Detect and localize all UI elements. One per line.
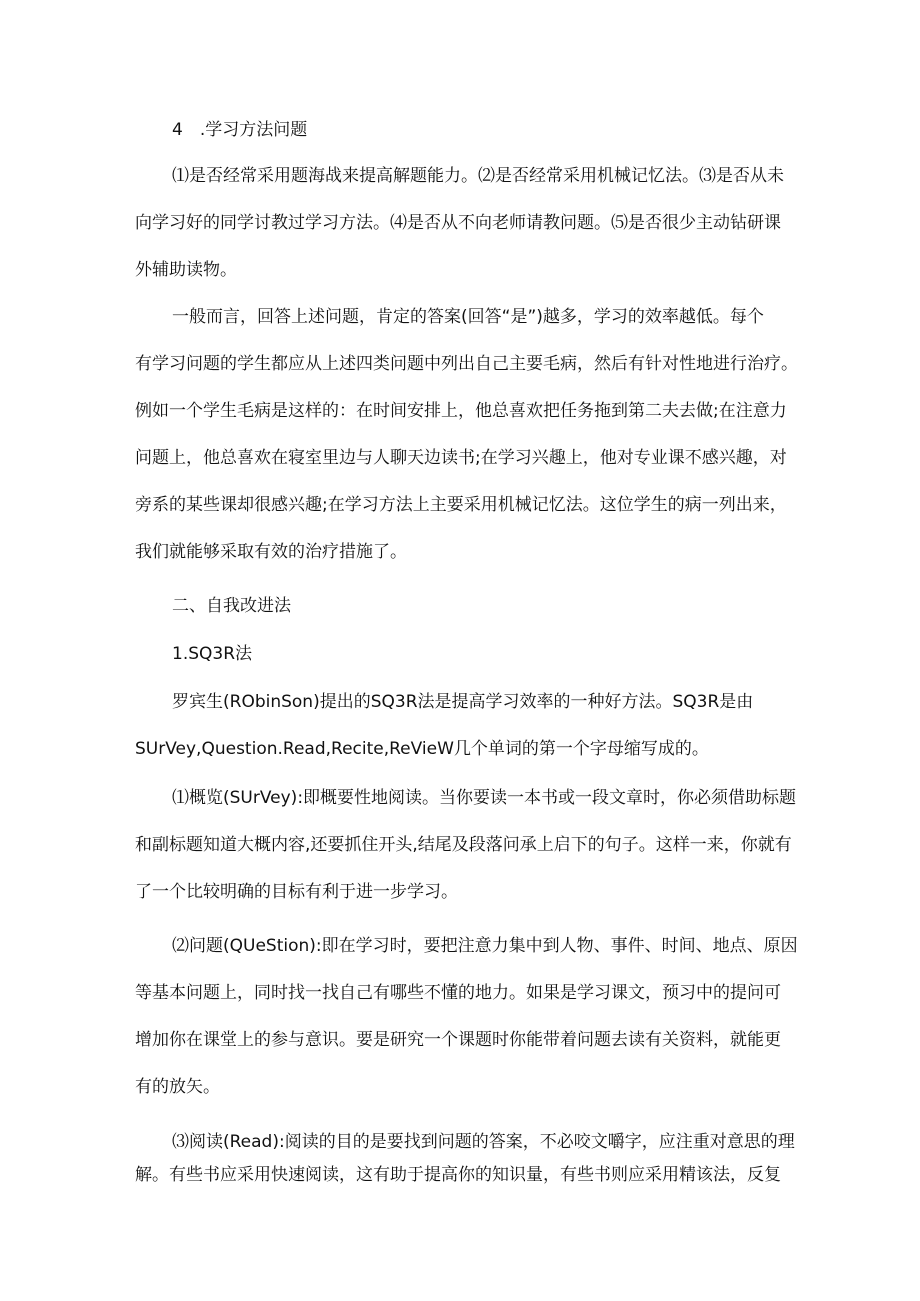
methods-line-3: 外辅助读物。 xyxy=(135,260,237,280)
question-line-3: 增加你在课堂上的参与意识。要是研究一个课题时你能带着问题去读有关资料，就能更 xyxy=(135,1030,781,1050)
general-line-1: 一般而言，回答上述问题，肯定的答案(回答“是”)越多，学习的效率越低。每个 xyxy=(172,307,764,327)
question-line-1: ⑵问题(QUeStion):即在学习时，要把注意力集中到人物、事件、时间、地点、原因 xyxy=(172,936,798,956)
survey-line-1: ⑴概览(SUrVey):即概要性地阅读。当你要读一本书或一段文章时，你必须借助标题 xyxy=(172,788,797,808)
question-line-2: 等基本问题上，同时找一找自己有哪些不懂的地力。如果是学习课文，预习中的提问可 xyxy=(135,983,781,1003)
general-line-5: 旁系的某些课却很感兴趣;在学习方法上主要采用机械记忆法。这位学生的病一列出来， xyxy=(135,495,787,515)
general-line-3: 例如一个学生毛病是这样的：在时间安排上，他总喜欢把任务拖到第二夫去做;在注意力 xyxy=(135,401,787,421)
sq3r-line-2: SUrVey,Question.Read,Recite,ReVieW几个单词的第一个字母缩写成的。 xyxy=(135,739,709,759)
read-line-2: 解。有些书应采用快速阅读，这有助于提高你的知识量，有些书则应采用精该法，反复 xyxy=(135,1165,781,1185)
general-line-2: 有学习问题的学生都应从上述四类问题中列出自己主要毛病，然后有针对性地进行治疗。 xyxy=(135,354,798,374)
read-line-1: ⑶阅读(Read):阅读的目的是要找到问题的答案，不必咬文嚼字，应注重对意思的理 xyxy=(172,1132,795,1152)
survey-line-3: 了一个比较明确的目标有利于进一步学习。 xyxy=(135,882,458,902)
methods-line-1: ⑴是否经常采用题海战来提高解题能力。⑵是否经常采用机械记忆法。⑶是否从未 xyxy=(172,166,784,186)
general-line-6: 我们就能够采取有效的治疗措施了。 xyxy=(135,542,407,562)
survey-line-2: 和副标题知道大概内容,还要抓住开头,结尾及段落问承上启下的句子。这样一来，你就有 xyxy=(135,835,792,855)
heading-4: 4 .学习方法问题 xyxy=(172,120,308,140)
general-line-4: 问题上，他总喜欢在寝室里边与人聊天边读书;在学习兴趣上，他对专业课不感兴趣，对 xyxy=(135,448,787,468)
sq3r-line-1: 罗宾生(RObinSon)提出的SQ3R法是提高学习效率的一种好方法。SQ3R是由 xyxy=(172,692,754,712)
question-line-4: 有的放矢。 xyxy=(135,1077,220,1097)
section-heading-2: 二、自我改进法 xyxy=(172,596,291,616)
subheading-sq3r: 1.SQ3R法 xyxy=(172,644,253,664)
methods-line-2: 向学习好的同学讨教过学习方法。⑷是否从不向老师请教问题。⑸是否很少主动钻研课 xyxy=(135,213,781,233)
